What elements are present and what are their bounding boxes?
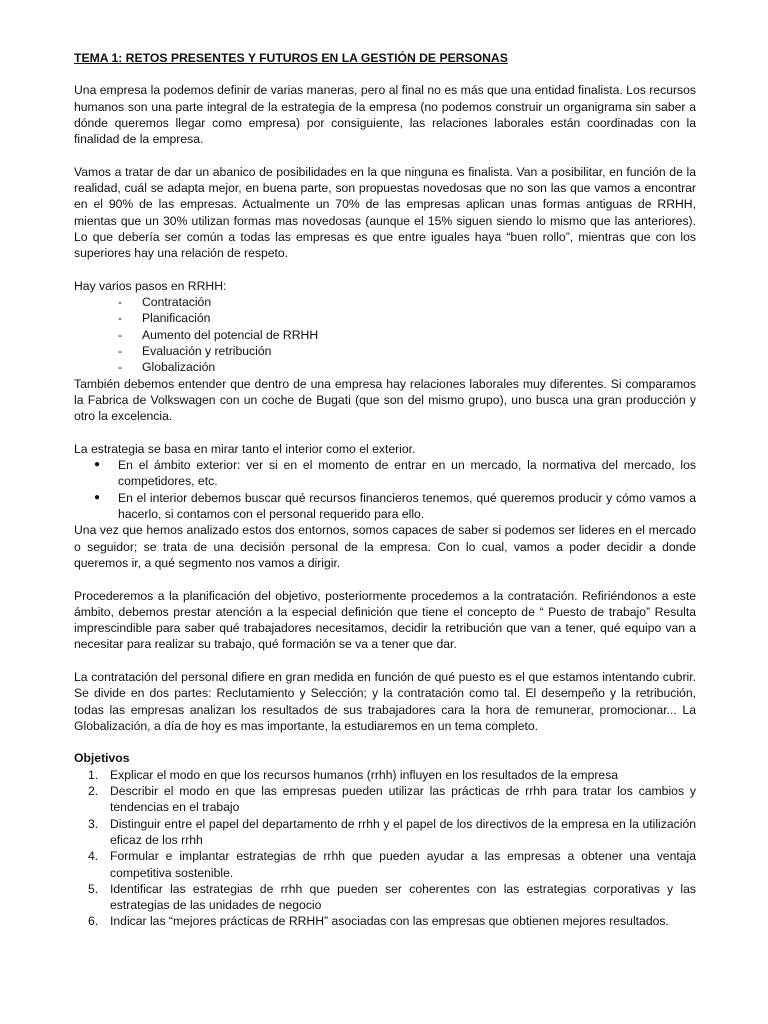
- paragraph-hiring: La contratación del personal difiere en gran medida en función de qué puesto es el que estamos intentando cubrir. Se divide en dos partes: Reclutamiento y Selección; y la contratación como tal. El desempeño y la retribución, todas las empresas analizan los resultados de sus trabajadores cara la hora de remunerar, promocionar... La Globalización, a día de hoy es mas importante, la estudiaremos en un tema completo.: [74, 669, 696, 733]
- paragraph-environments: Una vez que hemos analizado estos dos entornos, somos capaces de saber si podemos ser lideres en el mercado o seguidor; se trata de una decisión personal de la empresa. Con lo cual, vamos a poder decidir a donde queremos ir, a qué segmento nos vamos a dirigir.: [74, 523, 696, 570]
- page-title: TEMA 1: RETOS PRESENTES Y FUTUROS EN LA GESTIÓN DE PERSONAS: [74, 51, 508, 65]
- list-item: ● En el interior debemos buscar qué recursos financieros tenemos, qué queremos producir y cómo vamos a hacerlo, si contamos con el personal requerido para ello.: [94, 490, 696, 522]
- steps-intro: Hay varios pasos en RRHH:: [74, 278, 227, 293]
- list-item: 1. Explicar el modo en que los recursos humanos (rrhh) influyen en los resultados de la empresa: [88, 767, 619, 782]
- list-item: 6. Indicar las “mejores prácticas de RRHH” asociadas con las empresas que obtienen mejores resultados.: [88, 914, 669, 929]
- objectives-list: [74, 767, 696, 930]
- strategy-intro: La estrategia se basa en mirar tanto el interior como el exterior.: [74, 441, 416, 456]
- dash-marker: -: [118, 327, 123, 342]
- list-item: 5. Identificar las estrategias de rrhh que pueden ser coherentes con las estrategias corporativas y las estrategias de las unidades de negocio: [88, 881, 696, 913]
- list-item: ● En el ámbito exterior: ver si en el momento de entrar en un mercado, la normativa del mercado, los competidores, etc.: [94, 458, 696, 489]
- paragraph-relations: También debemos entender que dentro de una empresa hay relaciones laborales muy diferentes. Si comparamos la Fabrica de Volkswagen con un coche de Bugati (que son del mismo grupo), uno busca una gran producción y otro la excelencia.: [74, 376, 696, 424]
- objectives-heading: Objetivos: [74, 751, 130, 766]
- dash-marker: -: [118, 311, 123, 326]
- strategy-list: [74, 457, 696, 522]
- list-item: - Aumento del potencial de RRHH: [118, 327, 319, 342]
- paragraph-intro: Una empresa la podemos definir de varias maneras, pero al final no es más que una entidad finalista. Los recursos humanos son una parte integral de la estrategia de la empresa (no podemos construir un organigrama sin saber a dónde queremos llegar como empresa) por consiguiente, las relaciones laborales están coordinadas con la finalidad de la empresa.: [74, 83, 696, 147]
- dash-marker: -: [118, 360, 123, 375]
- paragraph-planning: Procederemos a la planificación del objetivo, posteriormente procedemos a la contratación. Refiriéndonos a este ámbito, debemos prestar atención a la especial definición que tiene el concepto de “ Puesto de trabajo” Resulta imprescindible para saber qué trabajadores necesitamos, decidir la retribución que van a tener, qué equipo van a necesitar para realizar su trabajo, qué formación se va a tener que dar.: [74, 588, 696, 652]
- list-item: - Globalización: [118, 360, 216, 375]
- paragraph-possibilities: Vamos a tratar de dar un abanico de posibilidades en la que ninguna es finalista. Van a posibilitar, en función de la realidad, cuál se adapta mejor, en buena parte, son propuestas novedosas que no son las que vamos a encontrar en el 90% de las empresas. Actualmente un 70% de las empresas aplican unas formas antiguas de RRHH, mientas que un 30% utilizan formas mas novedosas (aunque el 15% siguen siendo lo mismo que las anteriores). Lo que debería ser común a todas las empresas es que entre iguales haya “buen rollo”, mientras que con los superiores hay una relación de respeto.: [74, 164, 696, 261]
- list-item: - Evaluación y retribución: [118, 344, 272, 359]
- list-item: 3. Distinguir entre el papel del departamento de rrhh y el papel de los directivos de la empresa en la utilización eficaz de los rrhh: [88, 816, 696, 847]
- bullet-icon: ●: [94, 459, 101, 471]
- dash-marker: -: [118, 295, 123, 310]
- list-item: - Contratación: [118, 295, 212, 310]
- steps-list: [74, 294, 696, 375]
- list-item: 2. Describir el modo en que las empresas pueden utilizar las prácticas de rrhh para tratar los cambios y tendencias en el trabajo: [88, 784, 696, 815]
- dash-marker: -: [118, 344, 123, 359]
- bullet-icon: ●: [94, 491, 101, 503]
- list-item: - Planificación: [118, 311, 211, 326]
- list-item: 4. Formular e implantar estrategias de rrhh que pueden ayudar a las empresas a obtener una ventaja competitiva sostenible.: [88, 849, 696, 880]
